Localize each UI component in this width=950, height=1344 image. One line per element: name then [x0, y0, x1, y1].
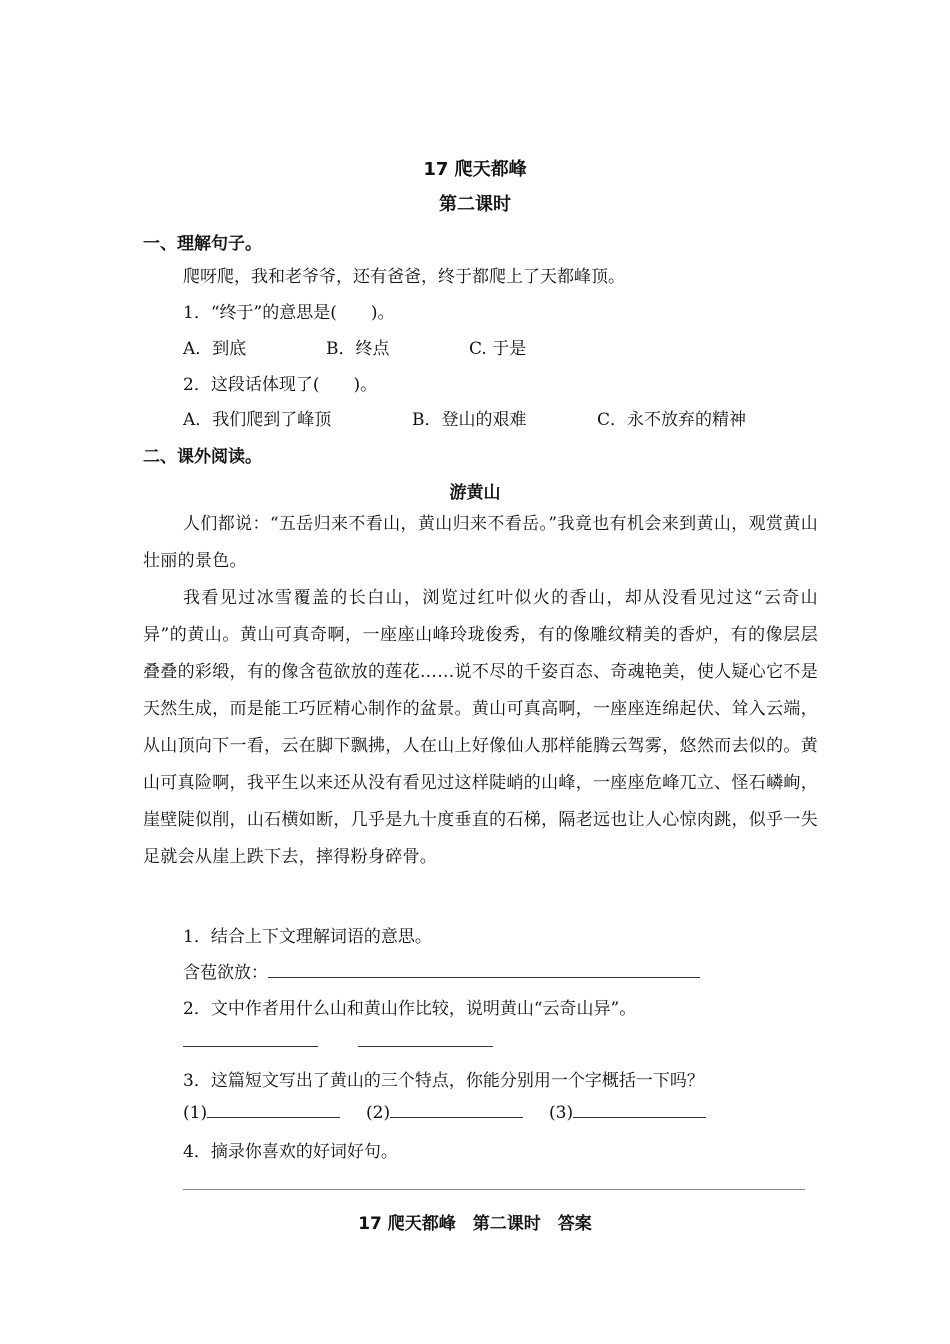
divider-line — [183, 1189, 805, 1190]
answer-title: 17 爬天都峰 第二课时 答案 — [358, 1214, 592, 1234]
q3-label-1: (1) — [183, 1103, 208, 1123]
section1-question-2: 2．这段话体现了( )。 — [183, 375, 378, 395]
q1-option-a: A．到底 — [183, 339, 247, 359]
section2-question-1-word — [183, 958, 700, 983]
answer-blank[interactable] — [183, 1030, 318, 1047]
q1-option-b: B．终点 — [326, 339, 390, 359]
q2-option-b: B．登山的艰难 — [412, 410, 527, 430]
q3-label-3: (3) — [549, 1103, 574, 1123]
q2-option-a: A．我们爬到了峰顶 — [183, 410, 332, 430]
section2-question-2: 2．文中作者用什么山和黄山作比较，说明黄山“云奇山异”。 — [183, 999, 637, 1019]
section2-question-1: 1．结合上下文理解词语的意思。 — [183, 927, 432, 947]
answer-blank[interactable] — [390, 1101, 523, 1118]
passage-paragraph-2: 我看见过冰雪覆盖的长白山，浏览过红叶似火的香山，却从没看见过这“云奇山异”的黄山。黄山可真奇啊，一座座山峰玲珑俊秀，有的像雕纹精美的香炉，有的像层层叠叠的彩缎，有的像含苞欲放的莲花……说不尽的千姿百态、奇魂艳美，使人疑心它不是天然生成，而是能工巧匠精心制作的盆景。黄山可真高啊，一座座连绵起伏、耸入云端，从山顶向下一看，云在脚下飘拂，人在山上好像仙人那样能腾云驾雾，悠然而去似的。黄山可真险啊，我平生以来还从没有看见过这样陡峭的山峰，一座座危峰兀立、怪石嶙峋，崖壁陡似削，山石横如断，几乎是九十度垂直的石梯，隔老远也让人心惊肉跳，似乎一失足就会从崖上跌下去，摔得粉身碎骨。 — [143, 588, 818, 867]
section2-heading: 二、课外阅读。 — [143, 447, 262, 467]
lesson-title: 17 爬天都峰 — [423, 159, 527, 180]
q1-option-c: C. 于是 — [469, 339, 527, 359]
section1-heading: 一、理解句子。 — [143, 234, 262, 254]
answer-blank[interactable] — [573, 1101, 706, 1118]
section1-sentence: 爬呀爬，我和老爷爷，还有爸爸，终于都爬上了天都峰顶。 — [183, 267, 625, 287]
q2-option-c: C．永不放弃的精神 — [597, 410, 747, 430]
answer-blank[interactable] — [358, 1030, 493, 1047]
lesson-subtitle: 第二课时 — [439, 194, 511, 215]
answer-blank[interactable] — [207, 1101, 340, 1118]
q3-answer-2 — [366, 1101, 523, 1123]
q2-answer-blanks — [183, 1030, 493, 1052]
word-label: 含苞欲放： — [183, 963, 268, 983]
q3-answer-1 — [183, 1101, 340, 1123]
section2-question-3: 3．这篇短文写出了黄山的三个特点，你能分别用一个字概括一下吗？ — [183, 1071, 704, 1091]
passage-paragraph-1: 人们都说：“五岳归来不看山，黄山归来不看岳。”我竟也有机会来到黄山，观赏黄山壮丽的景色。 — [143, 514, 818, 571]
section2-question-4: 4．摘录你喜欢的好词好句。 — [183, 1142, 398, 1162]
passage-title: 游黄山 — [449, 483, 501, 503]
q3-answer-3 — [549, 1101, 706, 1123]
section1-question-1: 1．“终于”的意思是( )。 — [183, 303, 395, 323]
answer-blank[interactable] — [268, 961, 700, 978]
q3-label-2: (2) — [366, 1103, 391, 1123]
